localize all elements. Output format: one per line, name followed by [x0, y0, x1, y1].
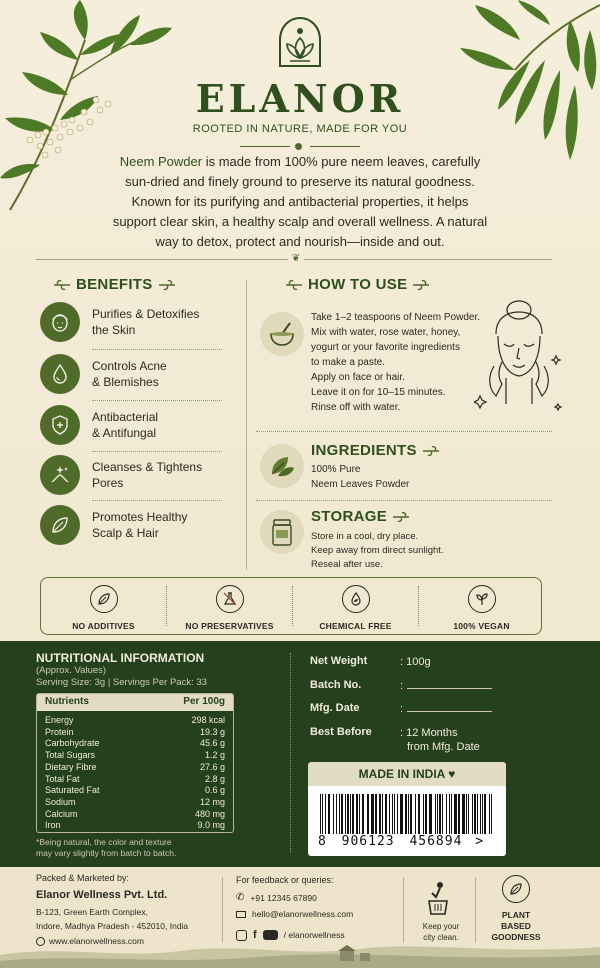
phone-text: +91 12345 67890: [250, 892, 317, 903]
sprig-icon: [413, 280, 431, 290]
table-row: [37, 774, 233, 786]
claim-label: NO ADDITIVES: [72, 621, 135, 631]
barcode-bar: [484, 794, 486, 834]
nutrient-value: 2.8 g: [204, 773, 225, 784]
mfg-date-blank-line: [407, 711, 492, 712]
recycle-line1: Keep your: [422, 922, 460, 931]
nutrition-note: [36, 837, 246, 859]
table-row: [37, 797, 233, 809]
company-name: Elanor Wellness Pvt. Ltd.: [36, 889, 168, 901]
benefit-item: [40, 451, 225, 499]
plant-based-line2: BASED: [501, 921, 531, 931]
barcode-bar: [341, 794, 343, 834]
barcode-bar: [356, 794, 358, 834]
mfg-date-label: Mfg. Date: [310, 702, 360, 714]
nutrition-note-line: may vary slightly from batch to batch.: [36, 848, 177, 858]
barcode-bar: [458, 794, 460, 834]
benefit-line2: Pores: [92, 476, 124, 490]
barcode-end-mark: >: [475, 834, 485, 849]
barcode-bar: [325, 794, 326, 834]
product-name: Neem Powder: [119, 154, 203, 169]
claim-chemical-free: [293, 578, 418, 636]
table-row: [37, 727, 233, 739]
barcode-bar: [333, 794, 334, 834]
leaf-icon: [40, 505, 80, 545]
barcode-bar: [352, 794, 354, 834]
nutrient-value: 298 kcal: [191, 715, 225, 725]
shield-plus-icon: [40, 405, 80, 445]
barcode-bar: [489, 794, 490, 834]
nutrient-name: Total Sugars: [45, 750, 96, 761]
barcode-bar: [435, 794, 436, 834]
nutrient-name: Energy: [45, 715, 74, 725]
nutrient-value: 1.2 g: [204, 750, 225, 761]
benefit-line2: & Antifungal: [92, 426, 157, 440]
nutrition-table-header: [37, 694, 233, 711]
footer-divider: [475, 877, 476, 943]
flask-icon: [216, 585, 244, 613]
barcode-bar: [392, 794, 393, 834]
barcode-bar: [408, 794, 409, 834]
barcode-bar: [405, 794, 407, 834]
barcode-bar: [474, 794, 476, 834]
social-handle: / elanorwellness: [283, 930, 345, 940]
best-before-label: Best Before: [310, 726, 372, 738]
barcode-bar: [454, 794, 457, 834]
barcode-bar: [345, 794, 346, 834]
how-to-use-heading: [284, 276, 431, 293]
claim-no-preservatives: [167, 578, 292, 636]
storage-jar-icon: [260, 510, 304, 554]
nutrient-name: Dietary Fibre: [45, 761, 97, 772]
barcode-bar: [375, 794, 377, 834]
section-separator: [256, 431, 552, 432]
best-before-line: : 12 Months: [400, 727, 458, 739]
email-icon: [236, 911, 246, 918]
website-text: www.elanorwellness.com: [49, 936, 144, 946]
brand-lotus-logo-icon: [276, 14, 324, 70]
nutrient-name: Carbohydrate: [45, 738, 100, 749]
mfg-date-value: :: [400, 703, 404, 715]
footer-divider: [403, 877, 404, 943]
nutrient-name: Calcium: [45, 808, 78, 819]
barcode-bar: [468, 794, 469, 834]
nutrition-title: NUTRITIONAL INFORMATION: [36, 651, 205, 665]
barcode-bar: [439, 794, 441, 834]
barcode-bar: [336, 794, 337, 834]
benefit-item: [40, 401, 225, 449]
nutrition-approx: (Approx. Values): [36, 665, 107, 676]
leaf-icon: [90, 585, 118, 613]
ingredients-line2: Neem Leaves Powder: [311, 479, 410, 490]
barcode-bar: [423, 794, 424, 834]
nutrition-and-specs-panel: [0, 641, 600, 867]
nutrient-value: 45.6 g: [199, 738, 225, 749]
benefit-item: [40, 298, 225, 346]
storage-line2: Keep away from direct sunlight.: [311, 545, 444, 556]
footer-divider: [222, 877, 223, 943]
claim-label: NO PRESERVATIVES: [185, 621, 274, 631]
brand-header: [0, 14, 600, 151]
net-weight-value: : 100g: [400, 656, 431, 668]
nutrient-value: 0.6 g: [204, 785, 225, 796]
barcode-group2: 456894: [409, 834, 463, 849]
barcode-bar: [442, 794, 443, 834]
nutrient-value: 12 mg: [199, 796, 225, 807]
drop-leaf-icon: [342, 585, 370, 613]
barcode-group1: 906123: [341, 834, 395, 849]
address-line2: Indore, Madhya Pradesh - 452010, India: [36, 921, 189, 931]
feedback-label: For feedback or queries:: [236, 875, 334, 885]
benefits-heading: [52, 276, 177, 293]
barcode-bar: [350, 794, 351, 834]
batch-value: :: [400, 680, 404, 692]
barcode-bar: [339, 794, 340, 834]
table-row: [37, 715, 233, 727]
sprig-icon: [393, 512, 411, 522]
how-to-use-line: Leave it on for 10–15 minutes.: [311, 387, 446, 398]
nutrient-column-header: Nutrients: [45, 696, 89, 707]
sprig-icon: [284, 280, 302, 290]
nutrient-name: Sodium: [45, 796, 76, 807]
nutrient-name: Protein: [45, 726, 74, 737]
barcode-bar: [397, 794, 398, 834]
nutrition-serving: Serving Size: 3g | Servings Per Pack: 33: [36, 677, 207, 688]
barcode-bar: [425, 794, 427, 834]
barcode-bar: [400, 794, 403, 834]
nutrient-value: 19.3 g: [199, 726, 225, 737]
packed-by-label: Packed & Marketed by:: [36, 873, 130, 883]
batch-label: Batch No.: [310, 679, 362, 691]
nutrient-value: 27.6 g: [199, 761, 225, 772]
barcode-bar: [482, 794, 483, 834]
per-100g-column-header: Per 100g: [183, 696, 225, 707]
phone-icon: ✆: [236, 892, 245, 903]
product-description: [110, 152, 490, 252]
barcode-bar: [429, 794, 432, 834]
storage-title: STORAGE: [311, 508, 388, 525]
barcode-bar: [410, 794, 412, 834]
sprig-icon: [159, 280, 177, 290]
storage-line3: Reseal after use.: [311, 559, 383, 570]
ingredients-heading: [311, 442, 441, 459]
best-before-value: [400, 726, 480, 754]
table-row: [37, 738, 233, 750]
benefits-title: BENEFITS: [76, 276, 153, 293]
leaf-ornament-icon: ❦: [288, 253, 304, 265]
benefit-line1: Controls Acne: [92, 359, 167, 373]
sparkle-skin-icon: [40, 455, 80, 495]
barcode-bar: [462, 794, 465, 834]
barcode-bar: [415, 794, 416, 834]
sprout-icon: [468, 585, 496, 613]
village-hills-illustration: [0, 937, 600, 968]
barcode-bar: [418, 794, 420, 834]
email-text: hello@elanorwellness.com: [252, 909, 354, 919]
barcode-bar: [385, 794, 387, 834]
made-in-india-badge: MADE IN INDIA ♥: [308, 762, 506, 786]
claim-label: 100% VEGAN: [453, 621, 510, 631]
how-to-use-line: Mix with water, rose water, honey,: [311, 327, 461, 338]
benefit-line2: the Skin: [92, 323, 136, 337]
brand-tagline: ROOTED IN NATURE, MADE FOR YOU: [192, 123, 408, 135]
barcode-bar: [371, 794, 374, 834]
ingredients-line1: 100% Pure: [311, 464, 361, 475]
how-to-use-steps: [311, 310, 481, 415]
table-row: [37, 785, 233, 797]
recycle-line2: city clean.: [423, 933, 459, 942]
barcode-bar: [477, 794, 478, 834]
benefit-line1: Cleanses & Tightens: [92, 460, 203, 474]
claim-no-additives: [41, 578, 166, 636]
table-row: [37, 809, 233, 821]
table-row: [37, 750, 233, 762]
brand-name: ELANOR: [195, 76, 405, 121]
table-row: [37, 762, 233, 774]
benefit-line1: Promotes Healthy: [92, 510, 188, 524]
recycle-bin-icon: [426, 881, 450, 915]
barcode-bar: [491, 794, 492, 834]
address-line1: B-123, Green Earth Complex,: [36, 907, 148, 917]
nutrient-value: 480 mg: [194, 808, 225, 819]
table-row: [37, 820, 233, 832]
barcode-bar: [328, 794, 330, 834]
column-divider: [246, 280, 247, 570]
barcode-bar: [367, 794, 369, 834]
benefit-line1: Purifies & Detoxifies: [92, 307, 200, 321]
nutrition-note-line: *Being natural, the color and texture: [36, 837, 172, 847]
nutrient-name: Total Fat: [45, 773, 80, 784]
barcode-bar: [472, 794, 473, 834]
storage-heading: [311, 508, 411, 525]
benefit-line1: Antibacterial: [92, 410, 159, 424]
barcode-bar: [451, 794, 452, 834]
barcode-bar: [394, 794, 395, 834]
claim-vegan: [419, 578, 544, 636]
barcode-bar: [389, 794, 390, 834]
how-to-use-line: Rinse off with water.: [311, 402, 401, 413]
brand-divider: [240, 141, 360, 151]
barcode-bar: [480, 794, 481, 834]
barcode-bar: [359, 794, 360, 834]
benefit-line2: Scalp & Hair: [92, 526, 159, 540]
nutrient-value: 9.0 mg: [197, 820, 225, 831]
drop-icon: [40, 354, 80, 394]
mortar-pestle-icon: [260, 312, 304, 356]
barcode-bar: [362, 794, 364, 834]
benefit-line2: & Blemishes: [92, 375, 159, 389]
facebook-icon[interactable]: f: [253, 929, 257, 941]
plant-based-line1: PLANT: [501, 910, 531, 920]
storage-line1: Store in a cool, dry place.: [311, 531, 419, 542]
product-description-text: is made from 100% pure neem leaves, carefully sun-dried and finely ground to preserve its natural goodness. Known for its purifying and antibacterial properties, it helps support clear skin, a healthy scalp and overall wellness. A natural way to detox, protect and nourish—inside and out.: [112, 154, 488, 249]
panel-divider: [290, 653, 291, 853]
barcode-bar: [347, 794, 349, 834]
how-to-use-line: yogurt or your favorite ingredients: [311, 342, 460, 353]
barcode-bar: [382, 794, 383, 834]
benefit-item: [40, 501, 225, 549]
barcode-number: [318, 834, 498, 849]
barcode-bar: [466, 794, 467, 834]
nutrient-name: Iron: [45, 820, 61, 831]
barcode: [308, 786, 506, 856]
how-to-use-title: HOW TO USE: [308, 276, 408, 293]
barcode-bar: [379, 794, 381, 834]
neem-leaves-icon: [260, 444, 304, 488]
best-before-line: from Mfg. Date: [407, 741, 480, 753]
plant-based-line3: GOODNESS: [491, 932, 541, 942]
how-to-use-line: to make a paste.: [311, 357, 385, 368]
net-weight-label: Net Weight: [310, 655, 368, 667]
barcode-bar: [322, 794, 323, 834]
product-claims-bar: [40, 577, 542, 635]
nutrient-name: Saturated Fat: [45, 785, 100, 796]
sprig-icon: [423, 446, 441, 456]
barcode-bar: [320, 794, 321, 834]
nutrition-table: [36, 693, 234, 833]
phone-link[interactable]: [236, 892, 317, 903]
barcode-bar: [437, 794, 438, 834]
batch-blank-line: [407, 688, 492, 689]
barcode-first-digit: 8: [318, 834, 327, 849]
how-to-use-line: Apply on face or hair.: [311, 372, 405, 383]
woman-face-mask-illustration: [474, 296, 564, 420]
barcode-bar: [446, 794, 447, 834]
ingredients-title: INGREDIENTS: [311, 442, 417, 459]
barcode-bar: [449, 794, 450, 834]
section-separator: [256, 500, 552, 501]
barcode-bars: [320, 794, 494, 836]
benefit-item: [40, 350, 225, 398]
footer: [0, 867, 600, 968]
face-outline-icon: [40, 302, 80, 342]
email-link[interactable]: [236, 909, 353, 919]
how-to-use-line: Take 1–2 teaspoons of Neem Powder.: [311, 312, 480, 323]
claim-label: CHEMICAL FREE: [319, 621, 392, 631]
sprig-icon: [52, 280, 70, 290]
plant-based-leaf-icon: [502, 875, 530, 903]
